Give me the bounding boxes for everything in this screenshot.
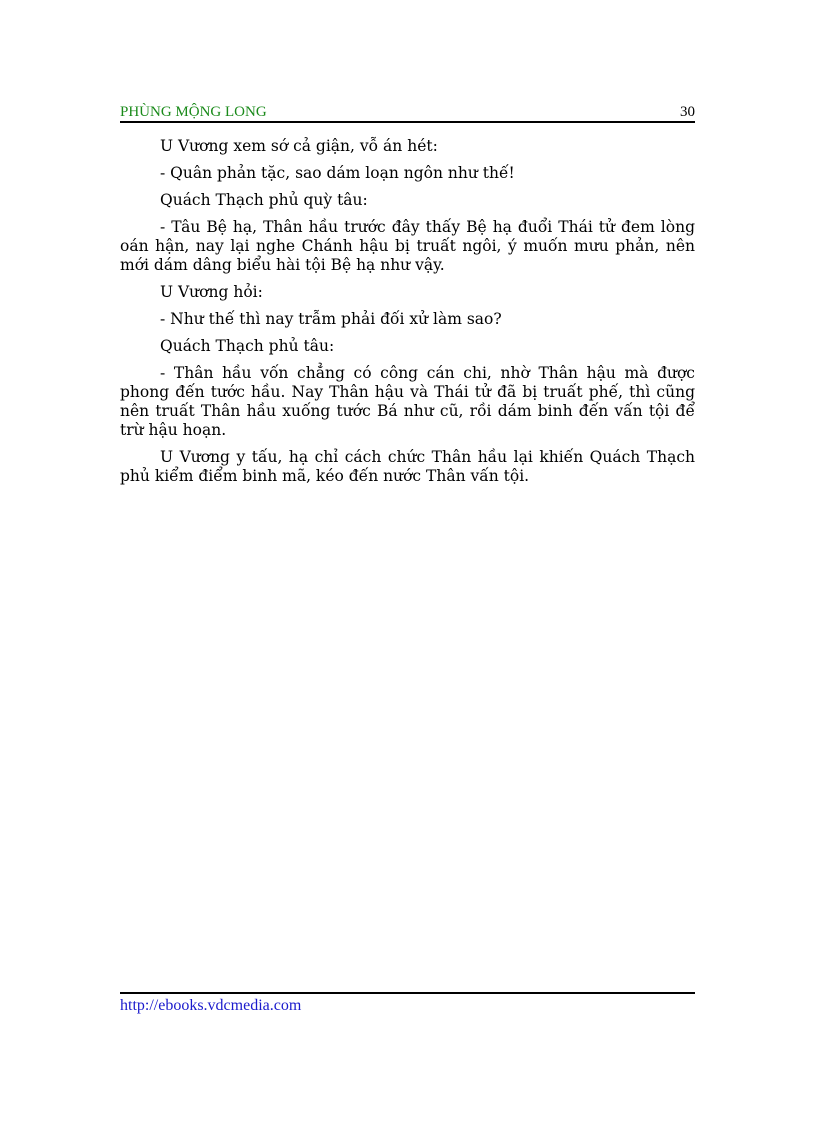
- paragraph: - Quân phản tặc, sao dám loạn ngôn như thế!: [160, 164, 515, 182]
- page-header: [120, 103, 695, 123]
- paragraph: U Vương xem sớ cả giận, vỗ án hét:: [160, 137, 438, 155]
- header-divider: [120, 121, 695, 123]
- paragraph: - Như thế thì nay trẫm phải đối xử làm sao?: [160, 310, 502, 328]
- book-author-title: PHÙNG MỘNG LONG: [120, 104, 267, 120]
- paragraph: U Vương hỏi:: [160, 283, 263, 301]
- page-body: [120, 137, 695, 494]
- paragraph: Quách Thạch phủ tâu:: [160, 337, 335, 355]
- paragraph: - Thân hầu vốn chẳng có công cán chi, nhờ Thân hậu mà được phong đến tước hầu. Nay Thân hậu và Thái tử đã bị truất phế, thì cũng nên truất Thân hầu xuống tước Bá như cũ, rồi dám binh đến vấn tội để trừ hậu hoạn.: [120, 364, 695, 439]
- paragraph: - Tâu Bệ hạ, Thân hầu trước đây thấy Bệ hạ đuổi Thái tử đem lòng oán hận, nay lại nghe Chánh hậu bị truất ngôi, ý muốn mưu phản, nên mới dám dâng biểu hài tội Bệ hạ như vậy.: [120, 218, 695, 274]
- footer-divider: [120, 992, 695, 994]
- footer-website-link[interactable]: http://ebooks.vdcmedia.com: [120, 997, 302, 1014]
- paragraph: Quách Thạch phủ quỳ tâu:: [160, 191, 368, 209]
- paragraph: U Vương y tấu, hạ chỉ cách chức Thân hầu lại khiến Quách Thạch phủ kiểm điểm binh mã, kéo đến nước Thân vấn tội.: [120, 448, 695, 485]
- page-number: 30: [680, 104, 695, 120]
